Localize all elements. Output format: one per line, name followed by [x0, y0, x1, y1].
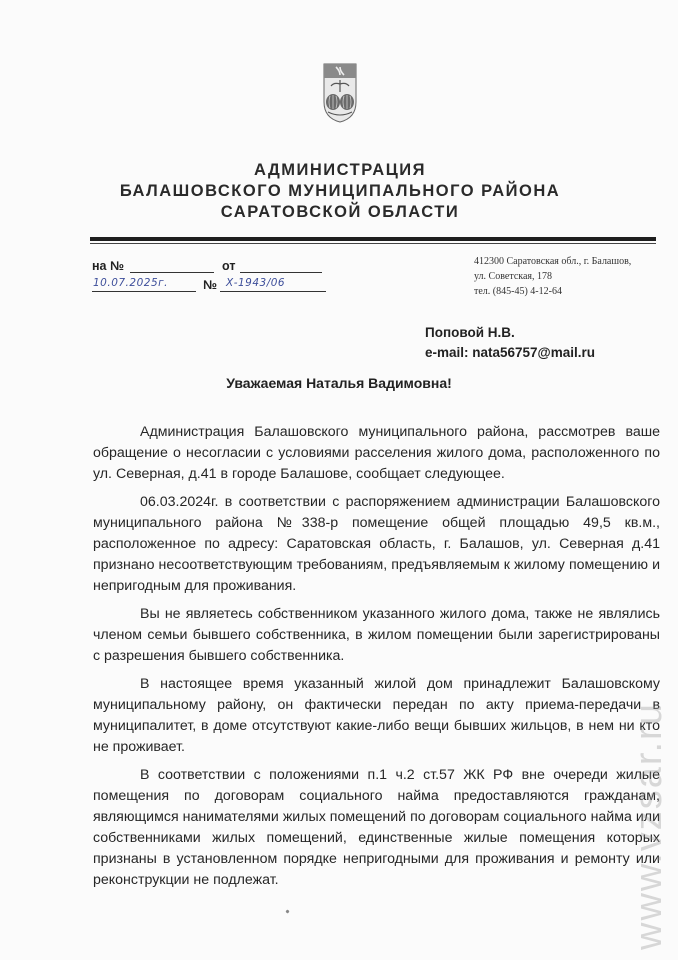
- body-paragraph: В соответствии с положениями п.1 ч.2 ст.57 ЖК РФ вне очереди жилые помещения по договорам социального найма предоставляются гражданам, являющимся нанимателями жилых помещений по договорам социального найма или собственниками жилых помещений, единственные жилые помещения которых признаны в установленном порядке непригодными для проживания и ремонту или реконструкции не подлежат.: [93, 767, 660, 888]
- na-no-line: [130, 272, 214, 273]
- recipient-block: [425, 323, 595, 363]
- org-title-line-2: БАЛАШОВСКОГО МУНИЦИПАЛЬНОГО РАЙОНА: [119, 182, 561, 200]
- organization-title: [90, 160, 590, 223]
- body-paragraph: Вы не являетесь собственником указанного жилого дома, также не являлись членом семьи бывшего собственника, в жилом помещении были зарегистрированы с разрешения бывшего собственника.: [93, 606, 660, 664]
- recipient-name: Поповой Н.В.: [425, 325, 515, 340]
- ot-label: от: [222, 259, 236, 273]
- number-line: [220, 291, 326, 292]
- sender-address: [474, 254, 631, 299]
- date-line: [92, 291, 196, 292]
- address-line-2: ул. Советская, 178: [474, 271, 552, 282]
- salutation: Уважаемая Наталья Вадимовна!: [226, 375, 452, 391]
- letter-body: [93, 422, 660, 898]
- address-line-3: тел. (845-45) 4-12-64: [474, 286, 562, 297]
- no-label: №: [203, 278, 217, 292]
- site-watermark: www.vzsar.ru: [628, 702, 670, 950]
- org-title-line-3: САРАТОВСКОЙ ОБЛАСТИ: [220, 203, 460, 221]
- header-divider-thin: [90, 243, 656, 244]
- header-divider-thick: [90, 237, 656, 241]
- handwritten-number: Х-1943/06: [226, 277, 286, 289]
- org-title-line-1: АДМИНИСТРАЦИЯ: [254, 161, 426, 179]
- na-no-label: на №: [92, 259, 124, 273]
- scan-speck: [285, 909, 289, 913]
- body-paragraph: 06.03.2024г. в соответствии с распоряжением администрации Балашовского муниципального района №338-р помещение общей площадью 49,5 кв.м., расположенное по адресу: Саратовская область, г. Балашов, ул. Северная д.41 признано несоответствующим требованиям, предъявляемым к жилому помещению и непригодным для проживания.: [93, 494, 660, 594]
- ot-line: [240, 272, 322, 273]
- handwritten-date: 10.07.2025г.: [93, 277, 168, 289]
- address-line-1: 412300 Саратовская обл., г. Балашов,: [474, 256, 632, 267]
- body-paragraph: Администрация Балашовского муниципального района, рассмотрев ваше обращение о несогласии с условиями расселения жилого дома, расположенного по ул. Северная, д.41 в городе Балашове, сообщает следующее.: [93, 424, 660, 482]
- coat-of-arms-icon: [322, 62, 358, 124]
- recipient-email: e-mail: nata56757@mail.ru: [425, 345, 595, 360]
- body-paragraph: В настоящее время указанный жилой дом принадлежит Балашовскому муниципальному району, он фактически передан по акту приема-передачи в муниципалитет, в доме отсутствуют какие-либо вещи бывших жильцов, в нем ни кто не проживает.: [93, 676, 660, 755]
